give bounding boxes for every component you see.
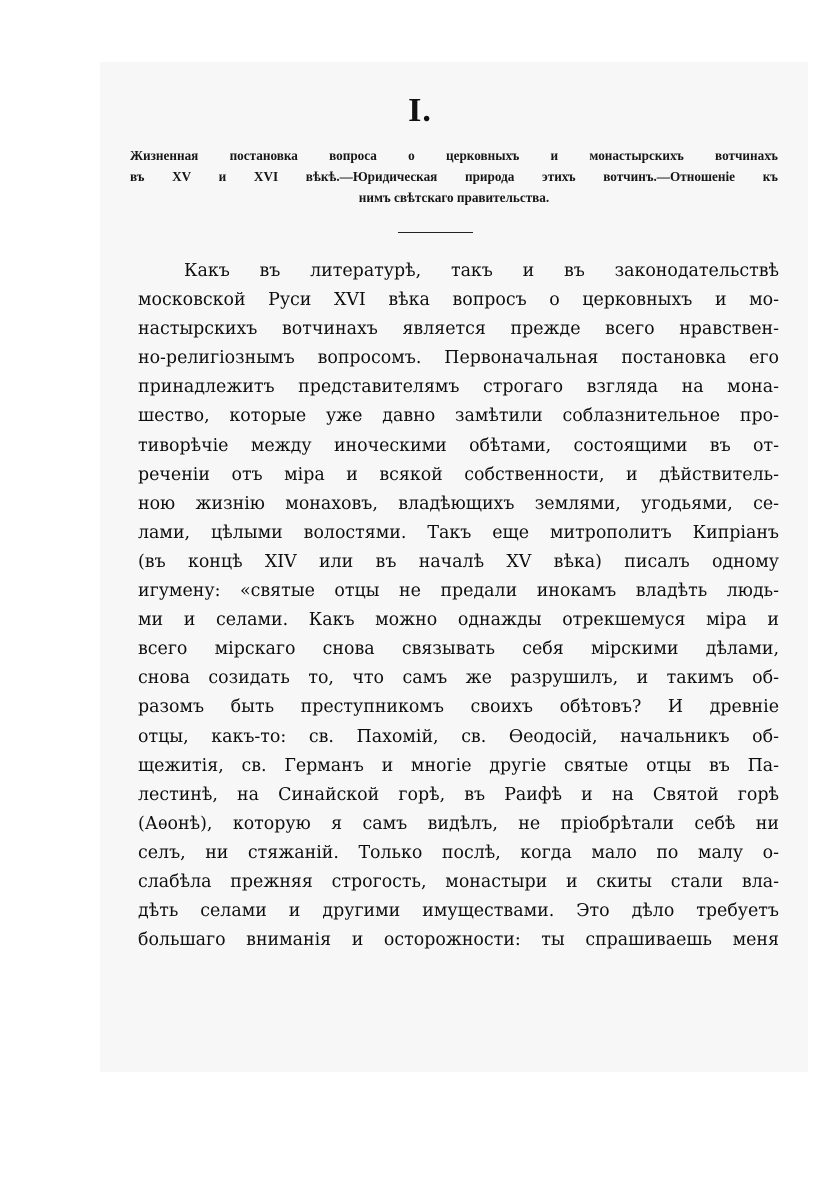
body-line: всего мірскаго снова связывать себя мірскими дѣлами,	[138, 639, 779, 660]
chapter-number: I.	[408, 92, 432, 129]
body-line: слабѣла прежняя строгость, монастыри и скиты стали вла-	[138, 871, 779, 892]
body-line: лестинѣ, на Синайской горѣ, въ Раифѣ и на Святой горѣ	[138, 784, 779, 805]
body-line: Какъ въ литературѣ, такъ и въ законодательствѣ	[184, 261, 779, 281]
body-line: (въ концѣ XIV или въ началѣ XV вѣка) писалъ одному	[138, 551, 779, 572]
body-line: но-религіознымъ вопросомъ. Первоначальная постановка его	[138, 348, 779, 369]
body-line: тиворѣчіе между иноческими обѣтами, состоящими въ от-	[138, 435, 779, 456]
body-line: отцы, какъ-то: св. Пахомій, св. Ѳеодосій, начальникъ об-	[138, 726, 779, 747]
body-line: большаго вниманія и осторожности: ты спрашиваешь меня	[138, 930, 779, 951]
body-line: селъ, ни стяжаній. Только послѣ, когда мало по малу о-	[138, 842, 779, 863]
summary-line: въ XV и XVI вѣкѣ.—Юридическая природа этихъ вотчинъ.—Отношеніе къ	[130, 169, 778, 184]
body-line: шество, которые уже давно замѣтили соблазнительное про-	[138, 406, 779, 427]
section-divider	[398, 232, 473, 233]
chapter-summary	[130, 145, 778, 208]
body-line: настырскихъ вотчинахъ является прежде всего нравствен-	[138, 319, 779, 340]
summary-line: Жизненная постановка вопроса о церковныхъ и монастырскихъ вотчинахъ	[130, 148, 778, 163]
summary-line: нимъ свѣтскаго правительства.	[358, 190, 550, 205]
body-line: щежитія, св. Германъ и многіе другіе святые отцы въ Па-	[138, 755, 779, 776]
body-line: разомъ быть преступникомъ своихъ обѣтовъ? И древніе	[138, 697, 779, 718]
body-line: дѣть селами и другими имуществами. Это дѣло требуетъ	[138, 901, 779, 922]
body-line: ною жизнію монаховъ, владѣющихъ землями, угодьями, се-	[138, 493, 779, 514]
body-text	[138, 257, 779, 955]
body-line: снова созидать то, что самъ же разрушилъ, и такимъ об-	[138, 668, 779, 689]
body-line: реченіи отъ міра и всякой собственности, и дѣйствитель-	[138, 464, 779, 485]
body-line: ми и селами. Какъ можно однажды отрекшемуся міра и	[138, 610, 779, 631]
body-line: лами, цѣлыми волостями. Такъ еще митрополитъ Кипріанъ	[138, 522, 779, 543]
body-line: игумену: «святые отцы не предали инокамъ владѣть людь-	[138, 581, 779, 602]
body-line: московской Руси XVI вѣка вопросъ о церковныхъ и мо-	[138, 290, 779, 311]
body-line: принадлежитъ представителямъ строгаго взгляда на мона-	[138, 377, 779, 398]
body-line: (Аѳонѣ), которую я самъ видѣлъ, не пріобрѣтали себѣ ни	[138, 813, 779, 834]
